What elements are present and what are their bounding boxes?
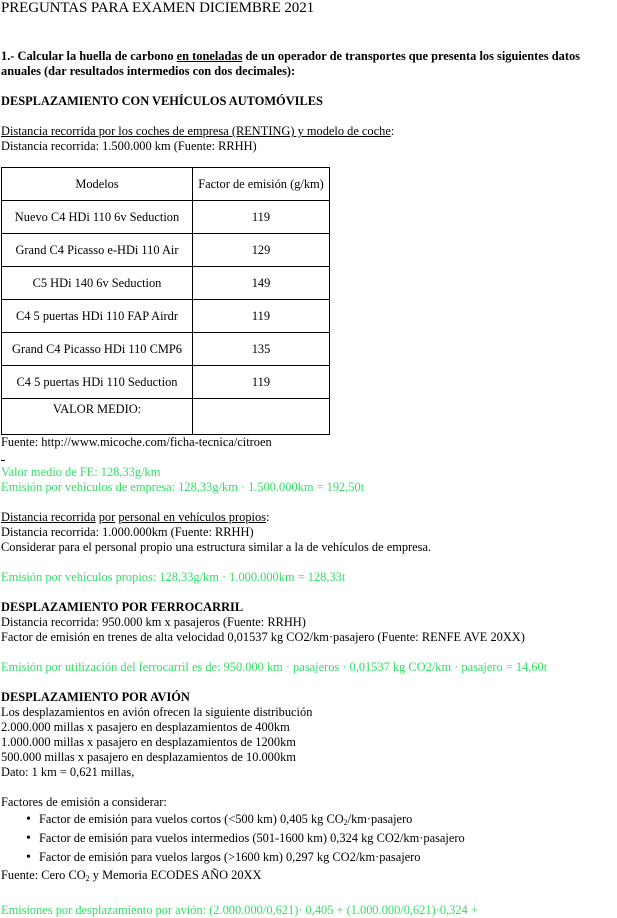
cars-source: Fuente: http://www.micoche.com/ficha-tecnica/citroen	[1, 435, 272, 449]
air-source-pre: Fuente: Cero CO	[1, 868, 86, 882]
own-label-u1: Distancia recorrida	[1, 510, 96, 524]
table-row	[2, 267, 330, 300]
own-distance-label	[1, 510, 615, 525]
table-header-models: Modelos	[2, 168, 193, 201]
emission-factor-table	[1, 167, 330, 435]
air-line: 2.000.000 millas x pasajero en desplazamientos de 400km	[1, 720, 290, 734]
own-emission-result: Emisión por vehículos propios: 128,33g/km · 1.000.000km = 128,33t	[1, 570, 346, 584]
table-cell-model: Nuevo C4 HDi 110 6v Seduction	[2, 201, 193, 234]
table-cell-factor: 129	[193, 234, 330, 267]
question-1-pre: 1.- Calcular la huella de carbono	[1, 49, 177, 63]
rail-distance: Distancia recorrida: 950.000 km x pasajeros (Fuente: RRHH)	[1, 615, 306, 629]
factors-list	[1, 810, 615, 867]
question-1	[1, 49, 615, 79]
table-header-row	[2, 168, 330, 201]
table-row-mean	[2, 399, 330, 435]
spacer	[1, 450, 615, 465]
table-cell-model: C4 5 puertas HDi 110 FAP Airdr	[2, 300, 193, 333]
table-cell-model: Grand C4 Picasso e-HDi 110 Air	[2, 234, 193, 267]
table-cell-factor: 119	[193, 300, 330, 333]
cars-emission-result: Emisión por vehículos de empresa: 128,33g/km · 1.500.000km = 192,50t	[1, 480, 365, 494]
question-1-underlined: en toneladas	[176, 49, 243, 63]
air-line: 1.000.000 millas x pasajero en desplazamientos de 1200km	[1, 735, 296, 749]
list-item	[39, 848, 615, 867]
table-cell-factor: 149	[193, 267, 330, 300]
air-emission-result: Emisiones por desplazamiento por avión: (2.000.000/0,621)· 0,405 + (1.000.000/0,621)·0,324 +	[1, 903, 478, 917]
cars-distance-label	[1, 124, 615, 139]
own-distance-value: Distancia recorrida: 1.000.000km (Fuente: RRHH)	[1, 525, 254, 539]
factor-medium: Factor de emisión para vuelos intermedios (501-1600 km) 0,324 kg CO2/km·pasajero	[39, 831, 465, 845]
list-item	[39, 829, 615, 848]
cars-distance-value: Distancia recorrida: 1.500.000 km (Fuente: RRHH)	[1, 139, 257, 153]
cars-heading: DESPLAZAMIENTO CON VEHÍCULOS AUTOMÓVILES	[1, 94, 323, 108]
table-header-factor: Factor de emisión (g/km)	[193, 168, 330, 201]
table-row	[2, 333, 330, 366]
table-row	[2, 234, 330, 267]
own-instructions: Considerar para el personal propio una estructura similar a la de vehículos de empresa.	[1, 540, 432, 554]
table-cell-mean-value	[193, 399, 330, 435]
table-cell-factor: 135	[193, 333, 330, 366]
table-cell-factor: 119	[193, 366, 330, 399]
document-page	[1, 0, 615, 918]
air-source-post: y Memoria ECODES AÑO 20XX	[89, 868, 262, 882]
table-cell-model: C5 HDi 140 6v Seduction	[2, 267, 193, 300]
question-1-post: de un operador de transportes que presenta los siguientes datos anuales (dar resultados intermedios con dos decimales):	[1, 49, 580, 78]
factor-short-sub: 2	[343, 818, 348, 827]
table-cell-model: Grand C4 Picasso HDi 110 CMP6	[2, 333, 193, 366]
document-title: PREGUNTAS PARA EXAMEN DICIEMBRE 2021	[1, 0, 315, 16]
stray-mark	[1, 450, 5, 461]
own-label-end: :	[265, 510, 270, 524]
rail-emission-result: Emisión por utilización del ferrocarril es de: 950.000 km · pasajeros · 0,01537 kg CO2/km · pasajero = 14,60t	[1, 660, 548, 674]
table-row	[2, 300, 330, 333]
cars-mean-result: Valor medio de FE: 128,33g/km	[1, 465, 161, 479]
cars-distance-label-u1: Distancia recorrida por los coches de empresa (RENTING)	[1, 124, 295, 138]
table-row	[2, 366, 330, 399]
table-cell-factor: 119	[193, 201, 330, 234]
air-source-sub: 2	[85, 874, 90, 883]
rail-factor: Factor de emisión en trenes de alta velocidad 0,01537 kg CO2/km·pasajero (Fuente: RENFE AVE 20XX)	[1, 630, 525, 644]
factor-long: Factor de emisión para vuelos largos (>1600 km) 0,297 kg CO2/km·pasajero	[39, 850, 421, 864]
air-line: Dato: 1 km = 0,621 millas,	[1, 765, 135, 779]
air-line: Los desplazamientos en avión ofrecen la siguiente distribución	[1, 705, 313, 719]
own-label-u3: personal en vehículos propios	[118, 510, 266, 524]
air-heading: DESPLAZAMIENTO POR AVIÓN	[1, 690, 190, 704]
list-item	[39, 810, 615, 829]
cars-distance-label-end: :	[390, 124, 395, 138]
table-row	[2, 201, 330, 234]
table-cell-mean-label: VALOR MEDIO:	[2, 399, 193, 435]
air-source	[1, 868, 615, 883]
own-label-u2: por	[98, 510, 116, 524]
factor-short-pre: Factor de emisión para vuelos cortos (<500 km) 0,405 kg CO	[39, 812, 344, 826]
factor-short-post: /km·pasajero	[347, 812, 413, 826]
rail-heading: DESPLAZAMIENTO POR FERROCARRIL	[1, 600, 244, 614]
factors-intro: Factores de emisión a considerar:	[1, 795, 167, 809]
table-cell-model: C4 5 puertas HDi 110 Seduction	[2, 366, 193, 399]
air-line: 500.000 millas x pasajero en desplazamientos de 10.000km	[1, 750, 296, 764]
cars-distance-label-u2: y modelo de coche	[294, 124, 391, 138]
